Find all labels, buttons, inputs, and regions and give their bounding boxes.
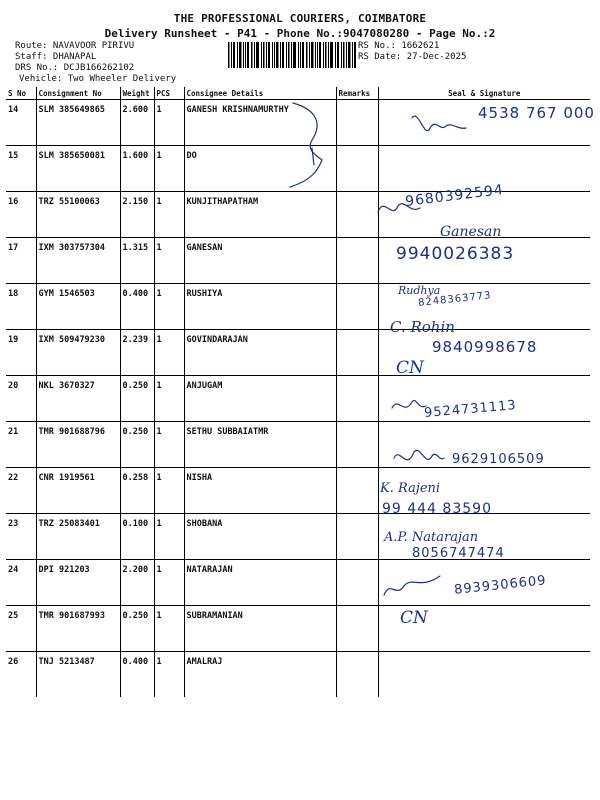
cell-remarks <box>336 100 378 146</box>
cell-consignee: GANESH KRISHNAMURTHY <box>184 100 336 146</box>
cell-remarks <box>336 238 378 284</box>
cell-pcs: 1 <box>154 376 184 422</box>
cell-consignee: RUSHIYA <box>184 284 336 330</box>
col-header-consignment: Consignment No <box>36 87 120 100</box>
cell-consignment: TRZ 55100063 <box>36 192 120 238</box>
cell-consignment: IXM 509479230 <box>36 330 120 376</box>
cell-consignment: DPI 921203 <box>36 560 120 606</box>
col-header-consignee: Consignee Details <box>184 87 336 100</box>
cell-pcs: 1 <box>154 284 184 330</box>
cell-consignment: TRZ 25083401 <box>36 514 120 560</box>
cell-consignee: AMALRAJ <box>184 652 336 698</box>
cell-consignee: SHOBANA <box>184 514 336 560</box>
cell-consignment: GYM 1546503 <box>36 284 120 330</box>
cell-sno: 19 <box>6 330 36 376</box>
handwritten-name-18: Rudhya <box>398 284 441 297</box>
table-row <box>6 284 590 330</box>
table-row <box>6 192 590 238</box>
cell-remarks <box>336 146 378 192</box>
cell-consignee: SETHU SUBBAIATMR <box>184 422 336 468</box>
table-row <box>6 652 590 698</box>
cell-weight: 2.200 <box>120 560 154 606</box>
cell-sno: 23 <box>6 514 36 560</box>
cell-weight: 2.600 <box>120 100 154 146</box>
col-header-pcs: PCS <box>154 87 184 100</box>
cell-consignment: SLM 385649865 <box>36 100 120 146</box>
cell-consignment: TNJ 5213487 <box>36 652 120 698</box>
col-header-sno: S No <box>6 87 36 100</box>
cell-remarks <box>336 192 378 238</box>
handwritten-mark-20: CN <box>396 358 424 378</box>
rs-date: RS Date: 27-Dec-2025 <box>358 52 467 62</box>
cell-weight: 0.400 <box>120 652 154 698</box>
cell-sno: 21 <box>6 422 36 468</box>
handwritten-phone-19: 9840998678 <box>432 338 538 356</box>
cell-weight: 0.258 <box>120 468 154 514</box>
table-row <box>6 606 590 652</box>
handwritten-name-19: C. Rohin <box>390 318 455 336</box>
handwritten-phone-16: 9680392594 <box>404 182 505 210</box>
cell-pcs: 1 <box>154 606 184 652</box>
cell-pcs: 1 <box>154 330 184 376</box>
cell-consignment: CNR 1919561 <box>36 468 120 514</box>
cell-weight: 1.315 <box>120 238 154 284</box>
cell-consignee: DO <box>184 146 336 192</box>
cell-pcs: 1 <box>154 238 184 284</box>
col-header-weight: Weight <box>120 87 154 100</box>
table-header-row <box>6 87 590 100</box>
cell-consignee: GOVINDARAJAN <box>184 330 336 376</box>
cell-pcs: 1 <box>154 146 184 192</box>
cell-sno: 18 <box>6 284 36 330</box>
runsheet-title: Delivery Runsheet - P41 - Phone No.:9047080280 - Page No.:2 <box>104 27 496 40</box>
col-header-remarks: Remarks <box>336 87 378 100</box>
cell-sno: 16 <box>6 192 36 238</box>
cell-pcs: 1 <box>154 192 184 238</box>
cell-consignee: GANESAN <box>184 238 336 284</box>
cell-remarks <box>336 330 378 376</box>
cell-consignee: ANJUGAM <box>184 376 336 422</box>
cell-remarks <box>336 376 378 422</box>
handwritten-phone-14: 4538 767 000 <box>478 104 595 122</box>
cell-consignment: SLM 385650081 <box>36 146 120 192</box>
cell-weight: 2.150 <box>120 192 154 238</box>
cell-pcs: 1 <box>154 422 184 468</box>
handwritten-phone-17: 9940026383 <box>396 244 515 264</box>
cell-pcs: 1 <box>154 100 184 146</box>
cell-weight: 0.250 <box>120 422 154 468</box>
cell-weight: 0.400 <box>120 284 154 330</box>
cell-sno: 20 <box>6 376 36 422</box>
cell-consignment: TMR 901688796 <box>36 422 120 468</box>
company-title: THE PROFESSIONAL COURIERS, COIMBATORE <box>173 12 427 25</box>
handwritten-name-24: A.P. Natarajan <box>384 530 479 545</box>
runsheet-table <box>6 87 590 697</box>
cell-remarks <box>336 560 378 606</box>
handwritten-phone-22: 9629106509 <box>452 452 545 467</box>
cell-consignee: SUBRAMANIAN <box>184 606 336 652</box>
cell-consignee: KUNJITHAPATHAM <box>184 192 336 238</box>
cell-weight: 0.100 <box>120 514 154 560</box>
barcode-image <box>228 42 356 68</box>
cell-weight: 0.250 <box>120 606 154 652</box>
handwritten-name-17: Ganesan <box>440 224 502 240</box>
handwritten-phone-23: 99 444 83590 <box>382 501 492 517</box>
cell-remarks <box>336 468 378 514</box>
cell-remarks <box>336 606 378 652</box>
cell-sno: 24 <box>6 560 36 606</box>
cell-remarks <box>336 514 378 560</box>
cell-consignment: IXM 303757304 <box>36 238 120 284</box>
cell-consignment: NKL 3670327 <box>36 376 120 422</box>
handwritten-phone-25: 8939306609 <box>453 573 548 598</box>
cell-pcs: 1 <box>154 514 184 560</box>
cell-consignment: TMR 901687993 <box>36 606 120 652</box>
route-label: Route: NAVAVOOR PIRIVU <box>15 41 135 51</box>
handwritten-name-23: K. Rajeni <box>380 481 441 496</box>
cell-remarks <box>336 652 378 698</box>
drs-number: DRS No.: DCJB166262102 <box>15 63 135 73</box>
cell-sno: 17 <box>6 238 36 284</box>
cell-pcs: 1 <box>154 468 184 514</box>
cell-weight: 2.239 <box>120 330 154 376</box>
cell-sno: 26 <box>6 652 36 698</box>
cell-weight: 0.250 <box>120 376 154 422</box>
col-header-signature: Seal & Signature <box>378 87 590 100</box>
cell-pcs: 1 <box>154 652 184 698</box>
handwritten-mark-26: CN <box>400 608 428 628</box>
cell-sno: 25 <box>6 606 36 652</box>
cell-pcs: 1 <box>154 560 184 606</box>
cell-sno: 15 <box>6 146 36 192</box>
cell-signature <box>378 652 590 698</box>
cell-remarks <box>336 284 378 330</box>
handwritten-phone-24: 8056747474 <box>412 546 505 561</box>
cell-consignee: NISHA <box>184 468 336 514</box>
handwritten-phone-18: 8248363773 <box>417 290 492 309</box>
cell-sno: 22 <box>6 468 36 514</box>
rs-number: RS No.: 1662621 <box>358 41 440 51</box>
handwritten-phone-21: 9524731113 <box>423 397 518 422</box>
staff-label: Staff: DHANAPAL <box>15 52 97 62</box>
cell-consignee: NATARAJAN <box>184 560 336 606</box>
cell-sno: 14 <box>6 100 36 146</box>
cell-weight: 1.600 <box>120 146 154 192</box>
table-row <box>6 468 590 514</box>
cell-remarks <box>336 422 378 468</box>
vehicle-label: Vehicle: Two Wheeler Delivery <box>19 74 177 84</box>
